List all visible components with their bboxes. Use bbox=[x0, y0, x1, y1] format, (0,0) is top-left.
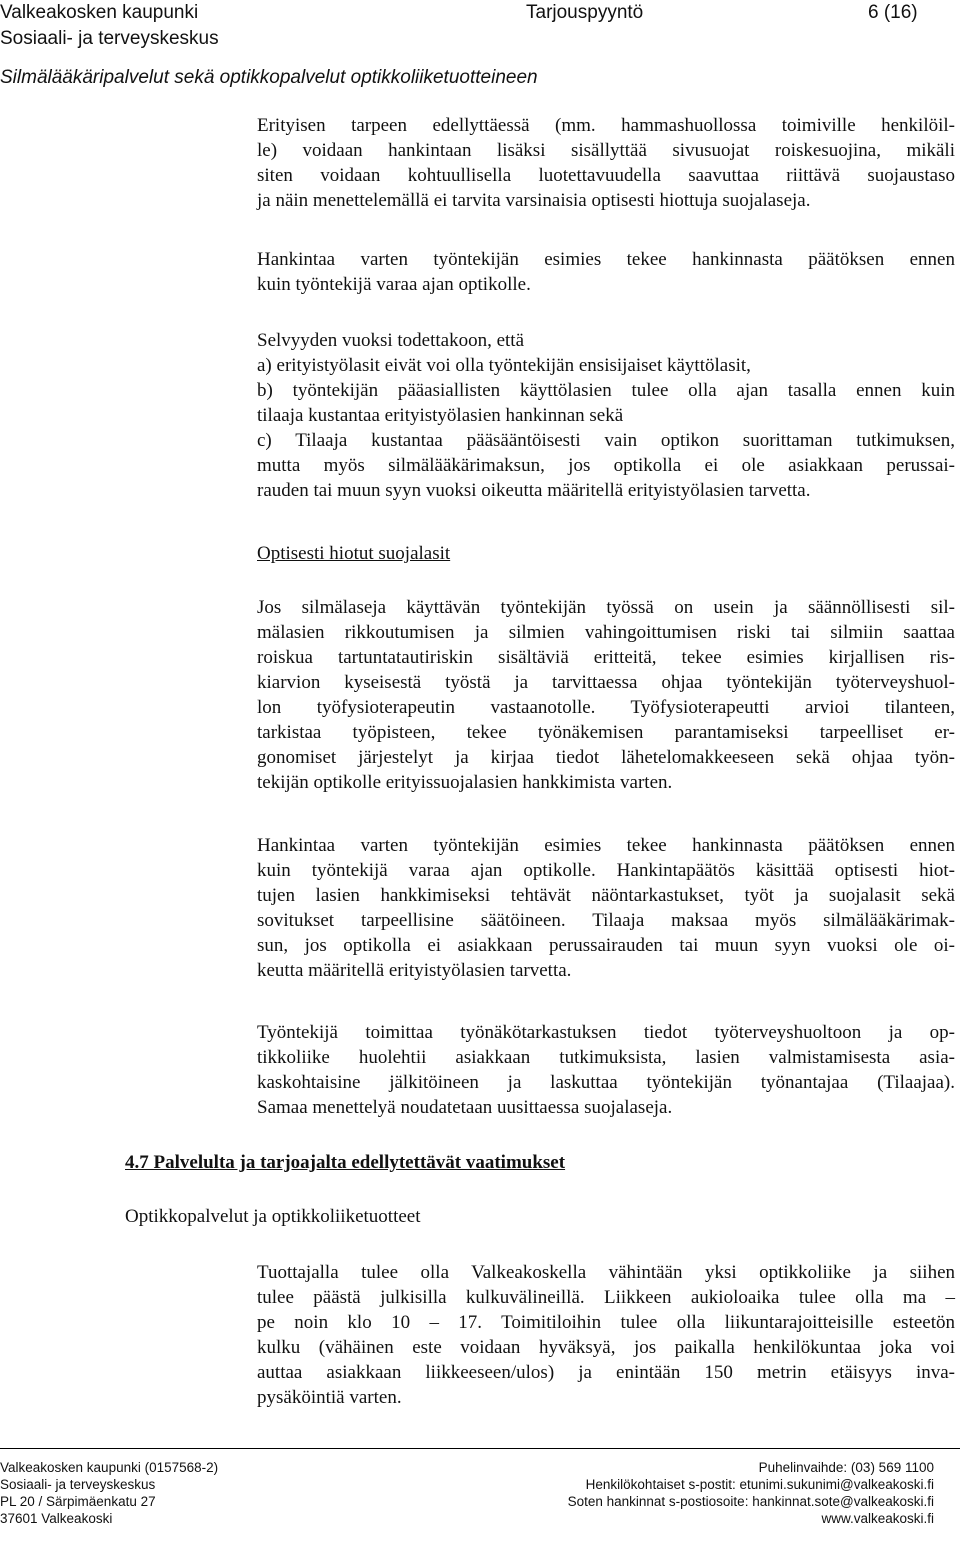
footer-department: Sosiaali- ja terveyskeskus bbox=[0, 1477, 156, 1492]
text-line: roiskua tartuntatautiriskin sisältäviä eritteitä, tekee esimies kirjallisen ris- bbox=[257, 647, 955, 668]
text-line: le) voidaan hankintaan lisäksi sisällyttää sivusuojat roiskesuojina, mikäli bbox=[257, 140, 955, 161]
text-line: tilaaja kustantaa erityistyölasien hankinnan sekä bbox=[257, 405, 624, 426]
text-line: tulee päästä julkisilla kulkuvälineillä. Liikkeen aukioloaika tulee olla ma – bbox=[257, 1287, 955, 1308]
text-line: a) erityistyölasit eivät voi olla työntekijän ensisijaiset käyttölasit, bbox=[257, 355, 751, 376]
text-line: pe noin klo 10 – 17. Toimitiloihin tulee olla liikuntarajoitteisille esteetön bbox=[257, 1312, 955, 1333]
heading-optical-safety-glasses: Optisesti hiotut suojalasit bbox=[257, 543, 451, 564]
text-line: tikkoliike huolehtii asiakkaan tutkimuksista, lasien valmistamisesta asia- bbox=[257, 1047, 955, 1068]
paragraph-employee-delivery bbox=[257, 1020, 955, 1120]
text-line: Samaa menettelyä noudatetaan uusittaessa suojalaseja. bbox=[257, 1097, 673, 1118]
text-line: tekijän optikolle erityissuojalasien hankkimista varten. bbox=[257, 772, 673, 793]
text-line: Hankintaa varten työntekijän esimies tekee hankinnasta päätöksen ennen bbox=[257, 249, 955, 270]
footer-website-link[interactable]: www.valkeakoski.fi bbox=[821, 1511, 934, 1526]
paragraph-clarifications bbox=[257, 328, 955, 503]
text-line: kiarvion kyseisestä työstä ja tarvittaessa ohjaa työntekijän työterveyshuol- bbox=[257, 672, 955, 693]
text-line: Työntekijä toimittaa työnäkötarkastuksen tiedot työterveyshuoltoon ja op- bbox=[257, 1022, 955, 1043]
paragraph-special-protection bbox=[257, 113, 955, 213]
text-line: c) Tilaaja kustantaa pääsääntöisesti vain optikon suorittaman tutkimuksen, bbox=[257, 430, 955, 451]
text-line: kuin työntekijä varaa ajan optikolle. Hankintapäätös käsittää optisesti hiot- bbox=[257, 860, 955, 881]
paragraph-lines bbox=[257, 113, 955, 213]
text-line: gonomiset järjestelyt ja kirjaa tiedot lähetelomakkeeseen sekä ohjaa työn- bbox=[257, 747, 955, 768]
text-line: siten voidaan kohtuullisella luotettavuudella saavuttaa riittävä suojaustaso bbox=[257, 165, 955, 186]
text-line: Hankintaa varten työntekijän esimies tekee hankinnasta päätöksen ennen bbox=[257, 835, 955, 856]
footer-org-id: Valkeakosken kaupunki (0157568-2) bbox=[0, 1460, 219, 1475]
text-line: sun, jos optikolla ei asiakkaan perussairauden tai muun syyn vuoksi ole oi- bbox=[257, 935, 955, 956]
subheading-optician-services: Optikkopalvelut ja optikkoliiketuotteet bbox=[125, 1206, 421, 1227]
text-line: lon työfysioterapeutin vastaanotolle. Työfysioterapeutti arvioi tilanteen, bbox=[257, 697, 955, 718]
text-line: b) työntekijän pääasiallisten käyttölasien tulee olla ajan tasalla ennen kuin bbox=[257, 380, 955, 401]
footer-procurement-email[interactable]: Soten hankinnat s-postiosoite: hankinnat.sote@valkeakoski.fi bbox=[567, 1494, 934, 1509]
text-line: kuin työntekijä varaa ajan optikolle. bbox=[257, 274, 531, 295]
footer-contact-block bbox=[568, 1459, 934, 1527]
text-line: mutta myös silmälääkärimaksun, jos optikolla ei ole asiakkaan perussai- bbox=[257, 455, 955, 476]
footer-city: 37601 Valkeakoski bbox=[0, 1511, 113, 1526]
footer-address-block bbox=[0, 1459, 218, 1527]
text-line: Tuottajalla tulee olla Valkeakoskella vähintään yksi optikkoliike ja siihen bbox=[257, 1262, 955, 1283]
text-line: auttaa asiakkaan liikkeeseen/ulos) ja enintään 150 metrin etäisyys inva- bbox=[257, 1362, 955, 1383]
text-line: kaskohtaisine jälkitöineen ja laskuttaa työntekijän työnantajaa (Tilaajaa). bbox=[257, 1072, 955, 1093]
text-line: rauden tai muun syyn vuoksi oikeutta määritellä erityistyölasien tarvetta. bbox=[257, 480, 811, 501]
header-department: Sosiaali- ja terveyskeskus bbox=[0, 28, 219, 49]
footer-divider bbox=[0, 1448, 960, 1449]
header-subject: Silmälääkäripalvelut sekä optikkopalvelut optikkoliiketuotteineen bbox=[0, 67, 538, 88]
footer-postal-address: PL 20 / Särpimäenkatu 27 bbox=[0, 1494, 156, 1509]
text-line: ja näin menettelemällä ei tarvita varsinaisia optisesti hiottuja suojalaseja. bbox=[257, 190, 811, 211]
header-page-number: 6 (16) bbox=[868, 2, 918, 23]
text-line: keutta määritellä erityistyölasien tarvetta. bbox=[257, 960, 572, 981]
paragraph-procurement-decision bbox=[257, 247, 955, 297]
text-line: tarkistaa työpisteen, tekee työnäkemisen parantamiseksi tarpeelliset er- bbox=[257, 722, 955, 743]
paragraph-procurement-scope bbox=[257, 833, 955, 983]
header-org: Valkeakosken kaupunki bbox=[0, 2, 199, 23]
text-line: Selvyyden vuoksi todettakoon, että bbox=[257, 330, 525, 351]
text-line: mälasien rikkoutumisen ja silmien vahingoittumisen riski tai silmiin saattaa bbox=[257, 622, 955, 643]
section-heading-4-7: 4.7 Palvelulta ja tarjoajalta edellytettävät vaatimukset bbox=[125, 1152, 566, 1173]
text-line: tujen lasien hankkimiseksi tehtävät näöntarkastukset, työt ja suojalasit sekä bbox=[257, 885, 955, 906]
text-line: kulku (vähäinen este voidaan hyväksyä, jos paikalla henkilökuntaa joka voi bbox=[257, 1337, 955, 1358]
text-line: sovitukset tarpeellisine säätöineen. Tilaaja maksaa myös silmälääkärimak- bbox=[257, 910, 955, 931]
paragraph-risk-assessment bbox=[257, 595, 955, 795]
paragraph-provider-requirements bbox=[257, 1260, 955, 1410]
text-line: Jos silmälaseja käyttävän työntekijän työssä on usein ja säännöllisesti sil- bbox=[257, 597, 955, 618]
text-line: Erityisen tarpeen edellyttäessä (mm. hammashuollossa toimiville henkilöil- bbox=[257, 115, 955, 136]
footer-phone: Puhelinvaihde: (03) 569 1100 bbox=[758, 1460, 934, 1475]
header-doc-type: Tarjouspyyntö bbox=[526, 2, 644, 23]
text-line: pysäköintiä varten. bbox=[257, 1387, 402, 1408]
footer-personal-email-format[interactable]: Henkilökohtaiset s-postit: etunimi.sukunimi@valkeakoski.fi bbox=[585, 1477, 934, 1492]
